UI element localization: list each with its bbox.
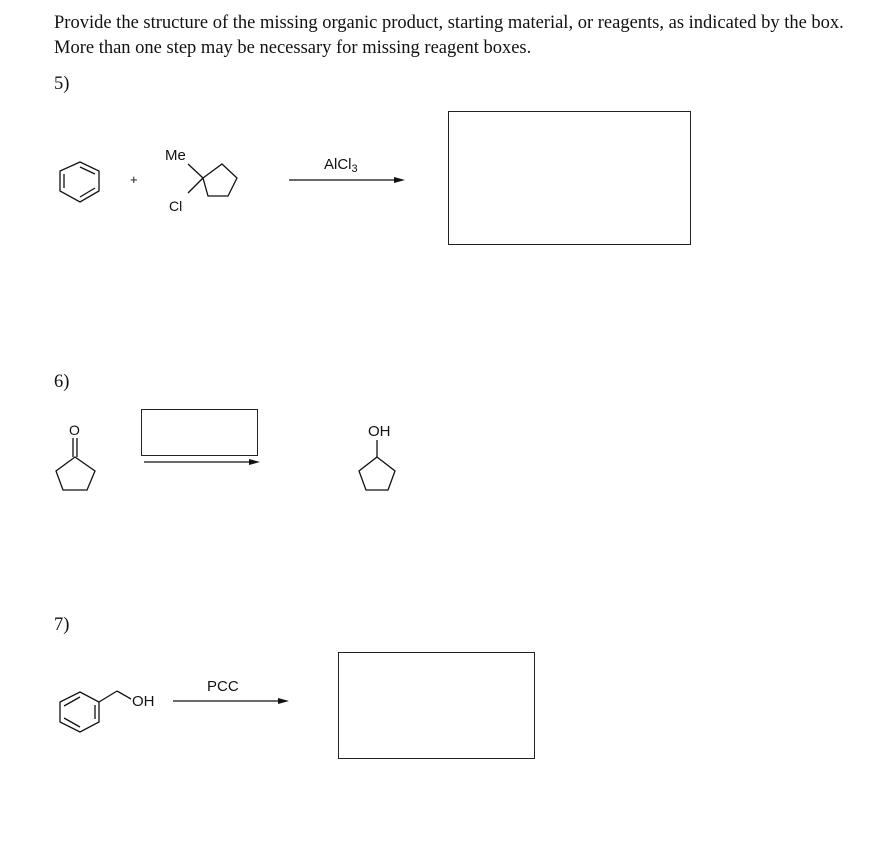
alcl3-reagent-subscript: 3 — [351, 163, 358, 175]
problem-7-product-box[interactable] — [338, 652, 535, 759]
plus-sign: + — [130, 172, 138, 187]
methyl-label: Me — [165, 147, 186, 164]
hydroxyl-label: OH — [368, 423, 391, 440]
benzyl-alcohol-structure — [60, 691, 131, 732]
problem-7-number: 7) — [54, 615, 70, 635]
problem-6-number: 6) — [54, 372, 70, 392]
chloro-label: Cl — [169, 198, 183, 214]
carbonyl-oxygen-label: O — [69, 422, 80, 438]
pcc-reagent: PCC — [207, 678, 239, 695]
instructions-line-2: More than one step may be necessary for missing reagent boxes. — [54, 38, 532, 58]
problem-5-number: 5) — [54, 74, 70, 94]
benzyl-hydroxyl-label: OH — [132, 693, 155, 710]
problem-7-reaction-arrow — [173, 698, 289, 704]
instructions-line-1: Provide the structure of the missing organic product, starting material, or reagents, as indicated by the box. — [54, 13, 844, 33]
alcl3-reagent-main: AlCl — [324, 156, 352, 173]
